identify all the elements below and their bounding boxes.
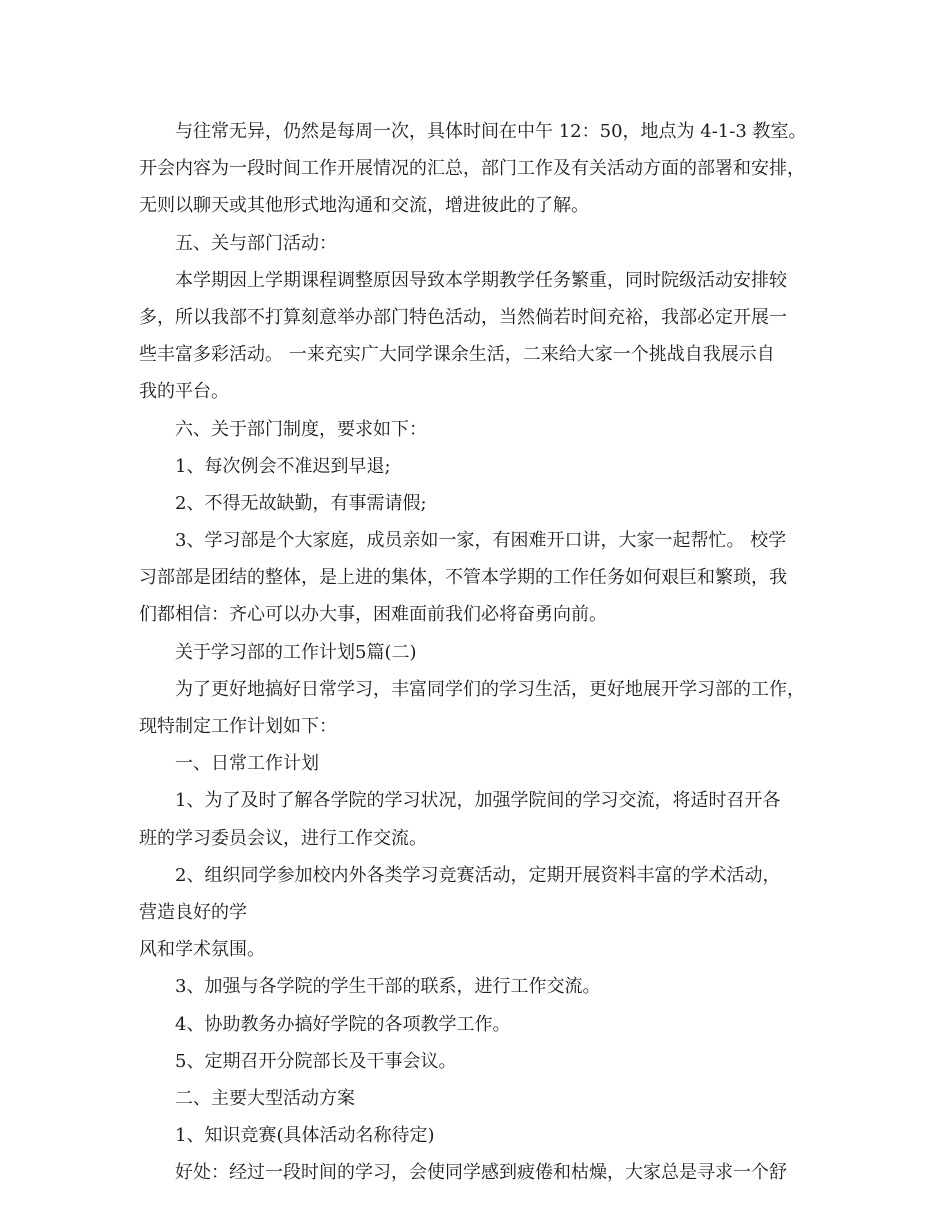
text-line: 我的平台。	[139, 381, 229, 403]
text-line: 3、加强与各学院的学生干部的联系，进行工作交流。	[175, 976, 601, 998]
text-line: 习部部是团结的整体，是上进的集体，不管本学期的工作任务如何艰巨和繁琐，我	[139, 567, 787, 589]
text-line: 5、定期召开分院部长及干事会议。	[175, 1050, 457, 1072]
text-line: 2、不得无故缺勤，有事需请假;	[175, 492, 427, 514]
text-line: 六、关于部门制度，要求如下：	[175, 418, 427, 440]
text-line: 4、协助教务办搞好学院的各项教学工作。	[175, 1013, 511, 1035]
text-line: 风和学术氛围。	[139, 939, 265, 961]
text-line: 班的学习委员会议，进行工作交流。	[139, 827, 427, 849]
text-line: 本学期因上学期课程调整原因导致本学期教学任务繁重，同时院级活动安排较	[175, 269, 787, 291]
text-line: 些丰富多彩活动。 一来充实广大同学课余生活，二来给大家一个挑战自我展示自	[139, 344, 775, 366]
text-line: 现特制定工作计划如下：	[139, 716, 337, 737]
text-line: 关于学习部的工作计划5篇(二)	[175, 641, 417, 663]
text-line: 与往常无异，仍然是每周一次，具体时间在中午 12：50，地点为 4-1-3 教室。	[175, 121, 807, 142]
text-line: 二、主要大型活动方案	[175, 1087, 355, 1109]
text-line: 1、为了及时了解各学院的学习状况，加强学院间的学习交流，将适时召开各	[175, 790, 781, 812]
text-line: 2、组织同学参加校内外各类学习竞赛活动，定期开展资料丰富的学术活动，	[175, 864, 781, 886]
text-line: 多，所以我部不打算刻意举办部门特色活动，当然倘若时间充裕，我部必定开展一	[139, 306, 787, 328]
text-line: 五、关与部门活动：	[175, 232, 337, 254]
text-line: 3、学习部是个大家庭，成员亲如一家，有困难开口讲，大家一起帮忙。 校学	[175, 530, 787, 552]
text-line: 营造良好的学	[139, 901, 247, 923]
text-line: 为了更好地搞好日常学习，丰富同学们的学习生活，更好地展开学习部的工作，	[175, 678, 805, 700]
text-line: 一、日常工作计划	[175, 753, 319, 775]
text-line: 无则以聊天或其他形式地沟通和交流，增进彼此的了解。	[139, 195, 589, 217]
document-body	[139, 113, 829, 1191]
text-line: 1、知识竞赛(具体活动名称待定)	[175, 1125, 435, 1147]
text-line: 们都相信：齐心可以办大事，困难面前我们必将奋勇向前。	[139, 604, 607, 626]
text-line: 好处：经过一段时间的学习，会使同学感到疲倦和枯燥，大家总是寻求一个舒	[175, 1162, 787, 1184]
text-line: 开会内容为一段时间工作开展情况的汇总，部门工作及有关活动方面的部署和安排，	[139, 158, 805, 180]
text-line: 1、每次例会不准迟到早退;	[175, 455, 391, 477]
